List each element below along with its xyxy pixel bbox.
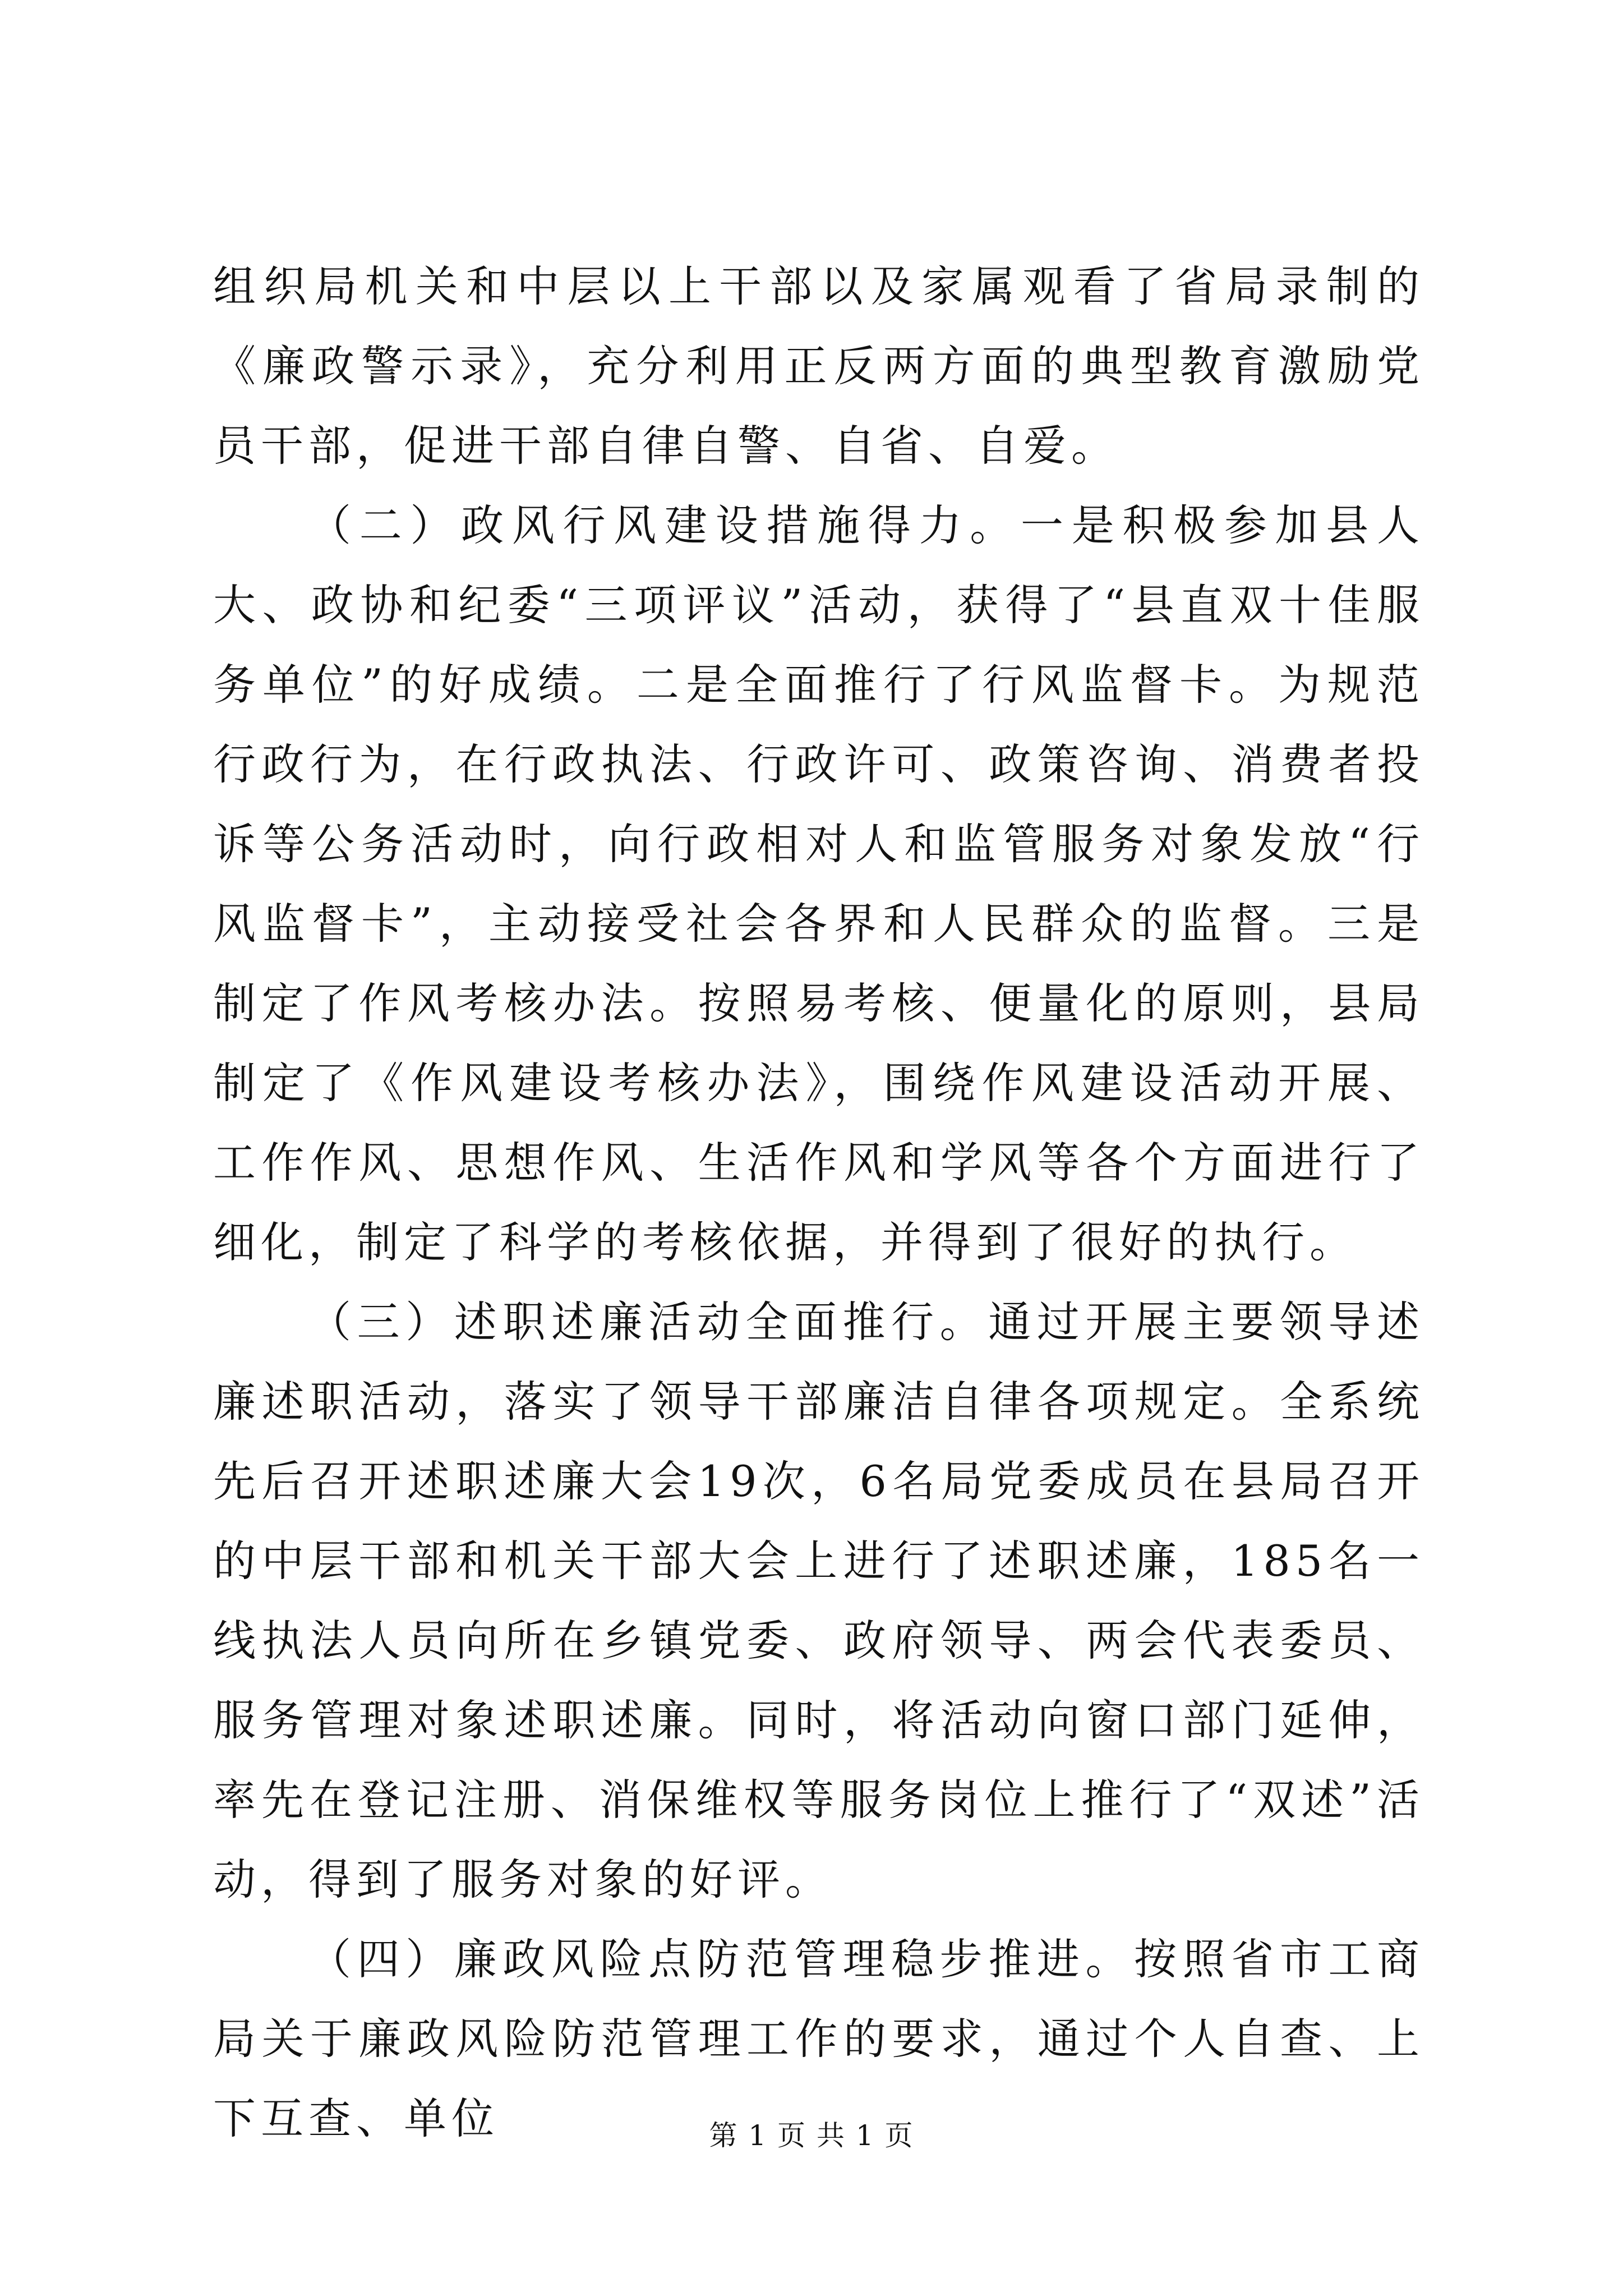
paragraph-section-2: （二）政风行风建设措施得力。一是积极参加县人大、政协和纪委“三项评议”活动，获得了“县直双十佳服务单位”的好成绩。二是全面推行了行风监督卡。为规范行政行为，在行政执法、行政许可、政策咨询、消费者投诉等公务活动时，向行政相对人和监管服务对象发放“行风监督卡”，主动接受社会各界和人民群众的监督。三是制定了作风考核办法。按照易考核、便量化的原则，县局制定了《作风建设考核办法》，围绕作风建设活动开展、工作作风、思想作风、生活作风和学风等各个方面进行了细化，制定了科学的考核依据，并得到了很好的执行。 [213,500,1424,1267]
paragraph-continued: 组织局机关和中层以上干部以及家属观看了省局录制的《廉政警示录》，充分利用正反两方面的典型教育激励党员干部，促进干部自律自警、自省、自爱。 [213,261,1424,471]
page-footer: 第 1 页 共 1 页 [709,2119,914,2152]
document-body [213,247,1424,2159]
paragraph-section-4: （四）廉政风险点防范管理稳步推进。按照省市工商局关于廉政风险防范管理工作的要求，通过个人自查、上下互查、单位 [213,1934,1424,2143]
paragraph-section-3: （三）述职述廉活动全面推行。通过开展主要领导述廉述职活动，落实了领导干部廉洁自律各项规定。全系统先后召开述职述廉大会19次，6名局党委成员在县局召开的中层干部和机关干部大会上进行了述职述廉，185名一线执法人员向所在乡镇党委、政府领导、两会代表委员、服务管理对象述职述廉。同时，将活动向窗口部门延伸，率先在登记注册、消保维权等服务岗位上推行了“双述”活动，得到了服务对象的好评。 [213,1297,1424,1904]
